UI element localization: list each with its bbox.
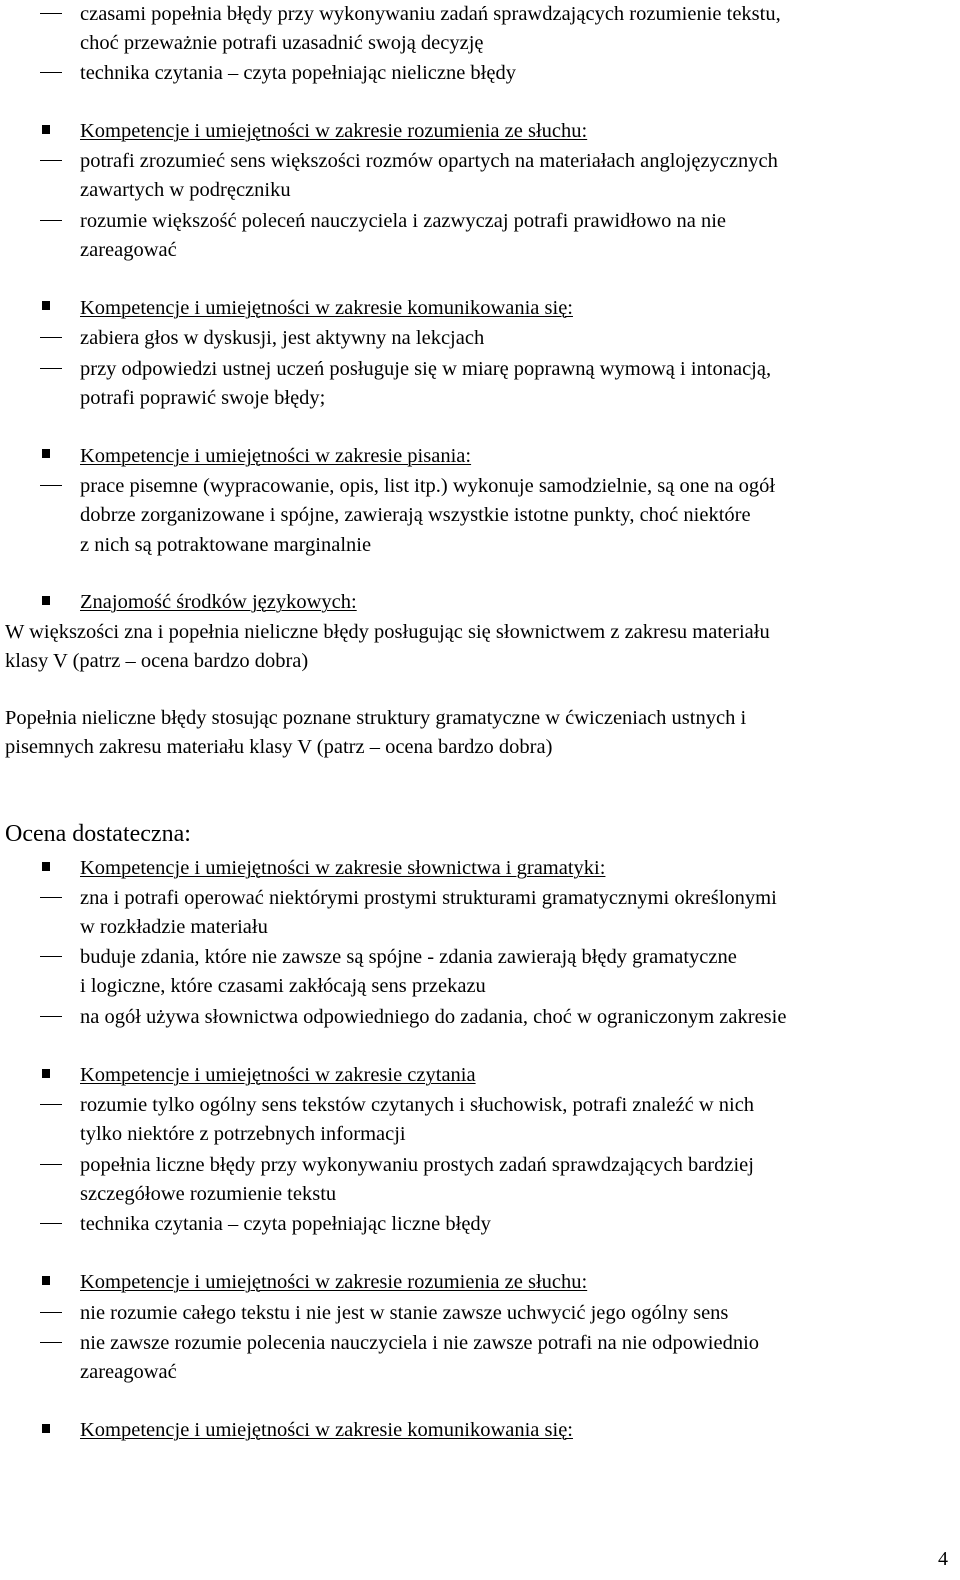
dash-bullet bbox=[40, 160, 62, 161]
dash-bullet bbox=[40, 1342, 62, 1343]
dash-bullet bbox=[40, 956, 62, 957]
grade-heading: Ocena dostateczna: bbox=[5, 821, 191, 847]
section-heading: Kompetencje i umiejętności w zakresie słownictwa i gramatyki: bbox=[80, 857, 606, 879]
text-line: na ogół używa słownictwa odpowiedniego do zadania, choć w ograniczonym zakresie bbox=[80, 1006, 787, 1028]
square-bullet bbox=[42, 125, 50, 134]
section-heading: Kompetencje i umiejętności w zakresie komunikowania się: bbox=[80, 1419, 573, 1441]
section-heading: Znajomość środków językowych: bbox=[80, 591, 357, 613]
text-line: i logiczne, które czasami zakłócają sens przekazu bbox=[80, 975, 486, 997]
text-line: potrafi zrozumieć sens większości rozmów opartych na materiałach anglojęzycznych bbox=[80, 150, 778, 172]
text-line: w rozkładzie materiału bbox=[80, 916, 268, 938]
dash-bullet bbox=[40, 485, 62, 486]
dash-bullet bbox=[40, 897, 62, 898]
text-line: technika czytania – czyta popełniając nieliczne błędy bbox=[80, 62, 516, 84]
text-line: zabiera głos w dyskusji, jest aktywny na lekcjach bbox=[80, 327, 485, 349]
square-bullet bbox=[42, 1069, 50, 1078]
dash-bullet bbox=[40, 337, 62, 338]
page-number: 4 bbox=[938, 1548, 948, 1570]
square-bullet bbox=[42, 301, 50, 310]
text-line: pisemnych zakresu materiału klasy V (patrz – ocena bardzo dobra) bbox=[5, 736, 553, 758]
section-heading: Kompetencje i umiejętności w zakresie rozumienia ze słuchu: bbox=[80, 120, 588, 142]
text-line: technika czytania – czyta popełniając liczne błędy bbox=[80, 1213, 491, 1235]
dash-bullet bbox=[40, 220, 62, 221]
dash-bullet bbox=[40, 1164, 62, 1165]
text-line: potrafi poprawić swoje błędy; bbox=[80, 387, 326, 409]
text-line: W większości zna i popełnia nieliczne błędy posługując się słownictwem z zakresu materiału bbox=[5, 621, 770, 643]
dash-bullet bbox=[40, 1104, 62, 1105]
text-line: Popełnia nieliczne błędy stosując poznane struktury gramatyczne w ćwiczeniach ustnych i bbox=[5, 707, 747, 729]
text-line: klasy V (patrz – ocena bardzo dobra) bbox=[5, 650, 309, 672]
dash-bullet bbox=[40, 13, 62, 14]
text-line: przy odpowiedzi ustnej uczeń posługuje się w miarę poprawną wymową i intonacją, bbox=[80, 358, 772, 380]
dash-bullet bbox=[40, 368, 62, 369]
text-line: tylko niektóre z potrzebnych informacji bbox=[80, 1123, 406, 1145]
dash-bullet bbox=[40, 1016, 62, 1017]
section-heading: Kompetencje i umiejętności w zakresie rozumienia ze słuchu: bbox=[80, 1271, 588, 1293]
text-line: zna i potrafi operować niektórymi prostymi strukturami gramatycznymi określonymi bbox=[80, 887, 777, 909]
text-line: z nich są potraktowane marginalnie bbox=[80, 534, 372, 556]
text-line: nie rozumie całego tekstu i nie jest w stanie zawsze uchwycić jego ogólny sens bbox=[80, 1302, 729, 1324]
square-bullet bbox=[42, 1276, 50, 1285]
text-line: czasami popełnia błędy przy wykonywaniu zadań sprawdzających rozumienie tekstu, bbox=[80, 3, 781, 25]
square-bullet bbox=[42, 596, 50, 605]
section-heading: Kompetencje i umiejętności w zakresie czytania bbox=[80, 1064, 476, 1086]
dash-bullet bbox=[40, 1312, 62, 1313]
text-line: rozumie większość poleceń nauczyciela i zazwyczaj potrafi prawidłowo na nie bbox=[80, 210, 727, 232]
text-line: buduje zdania, które nie zawsze są spójne - zdania zawierają błędy gramatyczne bbox=[80, 946, 737, 968]
text-line: dobrze zorganizowane i spójne, zawierają wszystkie istotne punkty, choć niektóre bbox=[80, 504, 751, 526]
square-bullet bbox=[42, 862, 50, 871]
square-bullet bbox=[42, 449, 50, 458]
text-line: zareagować bbox=[80, 239, 177, 261]
section-heading: Kompetencje i umiejętności w zakresie komunikowania się: bbox=[80, 297, 573, 319]
text-line: popełnia liczne błędy przy wykonywaniu prostych zadań sprawdzających bardziej bbox=[80, 1154, 754, 1176]
text-line: rozumie tylko ogólny sens tekstów czytanych i słuchowisk, potrafi znaleźć w nich bbox=[80, 1094, 755, 1116]
section-heading: Kompetencje i umiejętności w zakresie pisania: bbox=[80, 445, 472, 467]
text-line: szczegółowe rozumienie tekstu bbox=[80, 1183, 337, 1205]
square-bullet bbox=[42, 1424, 50, 1433]
text-line: zawartych w podręczniku bbox=[80, 179, 291, 201]
text-line: prace pisemne (wypracowanie, opis, list itp.) wykonuje samodzielnie, są one na ogół bbox=[80, 475, 776, 497]
dash-bullet bbox=[40, 1223, 62, 1224]
dash-bullet bbox=[40, 72, 62, 73]
text-line: zareagować bbox=[80, 1361, 177, 1383]
text-line: nie zawsze rozumie polecenia nauczyciela i nie zawsze potrafi na nie odpowiednio bbox=[80, 1332, 760, 1354]
text-line: choć przeważnie potrafi uzasadnić swoją decyzję bbox=[80, 32, 484, 54]
